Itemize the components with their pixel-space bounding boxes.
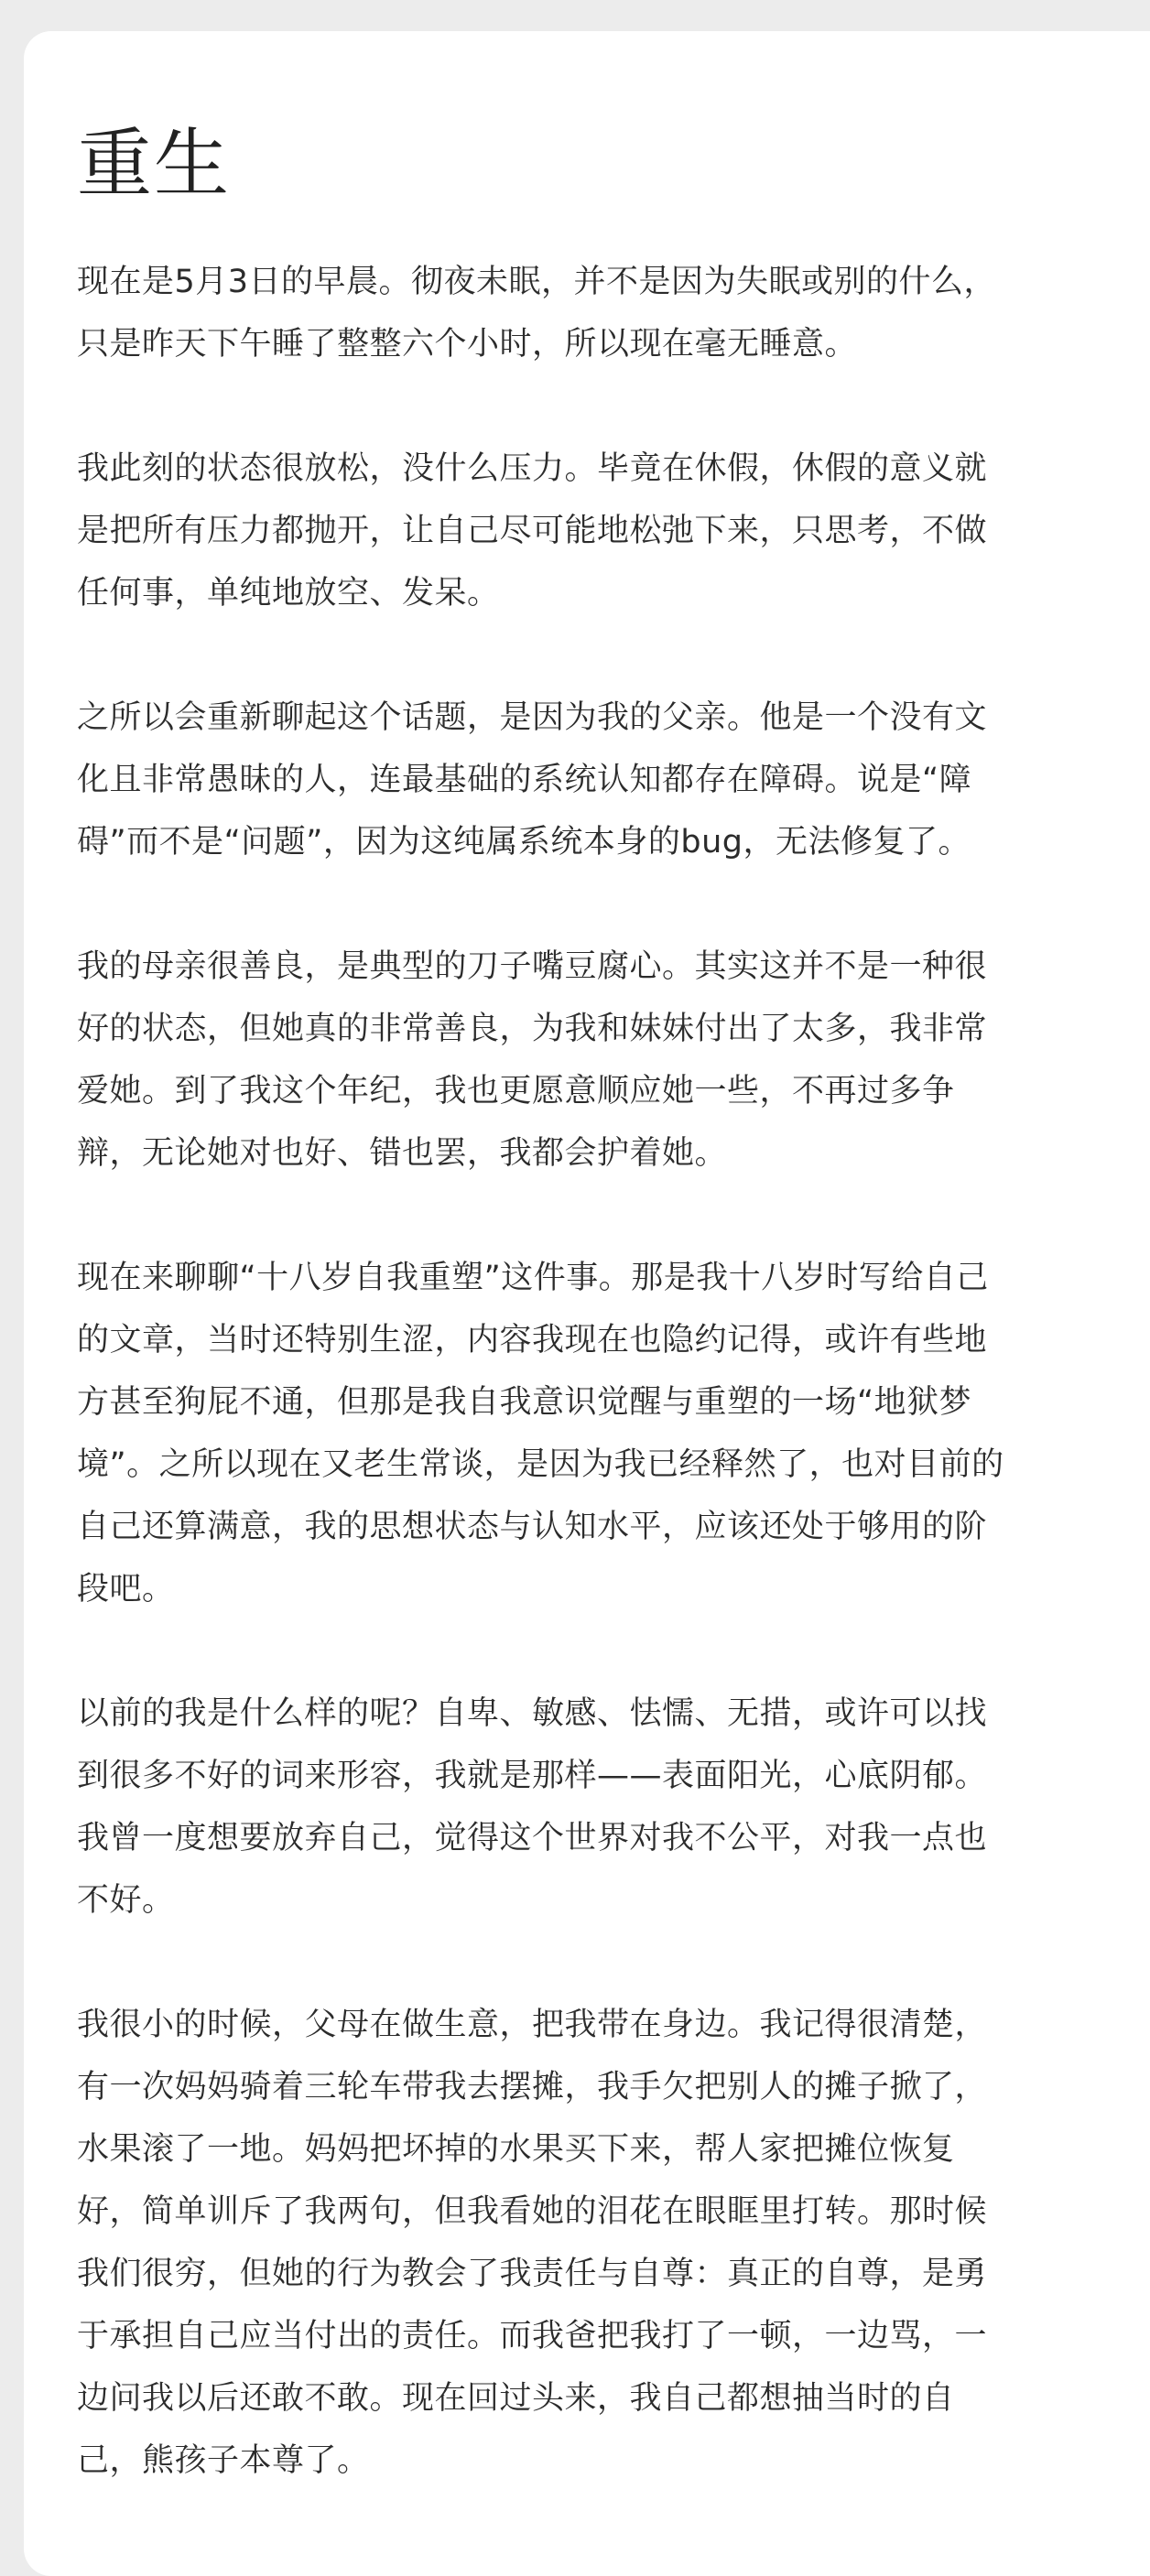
paragraph-line: 我曾一度想要放弃自己，觉得这个世界对我不公平，对我一点也 <box>77 1820 988 1856</box>
paragraph-line: 我的母亲很善良，是典型的刀子嘴豆腐心。其实这并不是一种很 <box>77 948 988 985</box>
paragraph-line: 我们很穷，但她的行为教会了我责任与自尊：真正的自尊，是勇 <box>77 2256 988 2292</box>
article-paragraph <box>77 251 1121 375</box>
paragraph-line: 我很小的时候，父母在做生意，把我带在身边。我记得很清楚， <box>77 2007 988 2043</box>
paragraph-line: 任何事，单纯地放空、发呆。 <box>77 575 500 612</box>
paragraph-line: 到很多不好的词来形容，我就是那样——表面阳光，心底阴郁。 <box>77 1758 988 1794</box>
paragraph-line: 段吧。 <box>77 1571 175 1607</box>
article-paragraph <box>77 438 1121 624</box>
paragraph-line: 以前的我是什么样的呢？自卑、敏感、怯懦、无措，或许可以找 <box>77 1695 988 1732</box>
paragraph-line: 己，熊孩子本尊了。 <box>77 2442 370 2479</box>
paragraph-line: 只是昨天下午睡了整整六个小时，所以现在毫无睡意。 <box>77 326 858 363</box>
paragraph-line: 有一次妈妈骑着三轮车带我去摆摊，我手欠把别人的摊子掀了， <box>77 2069 988 2105</box>
article-paragraph <box>77 1683 1121 1932</box>
article-paragraph <box>77 936 1121 1185</box>
paragraph-line: 我此刻的状态很放松，没什么压力。毕竟在休假，休假的意义就 <box>77 450 988 487</box>
paragraph-line: 自己还算满意，我的思想状态与认知水平，应该还处于够用的阶 <box>77 1509 988 1545</box>
paragraph-line: 边问我以后还敢不敢。现在回过头来，我自己都想抽当时的自 <box>77 2380 955 2417</box>
paragraph-line: 辩，无论她对也好、错也罢，我都会护着她。 <box>77 1135 728 1172</box>
article-body <box>77 251 1121 2492</box>
paragraph-line: 之所以会重新聊起这个话题，是因为我的父亲。他是一个没有文 <box>77 699 988 736</box>
paragraph-line: 好的状态，但她真的非常善良，为我和妹妹付出了太多，我非常 <box>77 1011 988 1047</box>
paragraph-line: 境”。之所以现在又老生常谈，是因为我已经释然了，也对目前的 <box>77 1446 1004 1483</box>
paragraph-line: 的文章，当时还特别生涩，内容我现在也隐约记得，或许有些地 <box>77 1322 988 1358</box>
article-paragraph <box>77 1247 1121 1620</box>
paragraph-line: 于承担自己应当付出的责任。而我爸把我打了一顿，一边骂，一 <box>77 2318 988 2354</box>
article-title: 重生 <box>77 121 232 208</box>
paragraph-line: 好，简单训斥了我两句，但我看她的泪花在眼眶里打转。那时候 <box>77 2193 988 2230</box>
paragraph-line: 化且非常愚昧的人，连最基础的系统认知都存在障碍。说是“障 <box>77 762 972 798</box>
article-card <box>24 31 1150 2576</box>
paragraph-line: 方甚至狗屁不通，但那是我自我意识觉醒与重塑的一场“地狱梦 <box>77 1384 972 1421</box>
paragraph-line: 是把所有压力都抛开，让自己尽可能地松弛下来，只思考，不做 <box>77 513 988 549</box>
paragraph-line: 爱她。到了我这个年纪，我也更愿意顺应她一些，不再过多争 <box>77 1073 955 1109</box>
paragraph-line: 不好。 <box>77 1882 175 1919</box>
article-paragraph <box>77 1994 1121 2492</box>
paragraph-line: 现在来聊聊“十八岁自我重塑”这件事。那是我十八岁时写给自己 <box>77 1260 989 1296</box>
paragraph-line: 现在是5月3日的早晨。彻夜未眠，并不是因为失眠或别的什么， <box>77 264 997 300</box>
paragraph-line: 水果滚了一地。妈妈把坏掉的水果买下来，帮人家把摊位恢复 <box>77 2131 955 2168</box>
paragraph-line: 碍”而不是“问题”，因为这纯属系统本身的bug，无法修复了。 <box>77 824 971 860</box>
article-paragraph <box>77 687 1121 873</box>
